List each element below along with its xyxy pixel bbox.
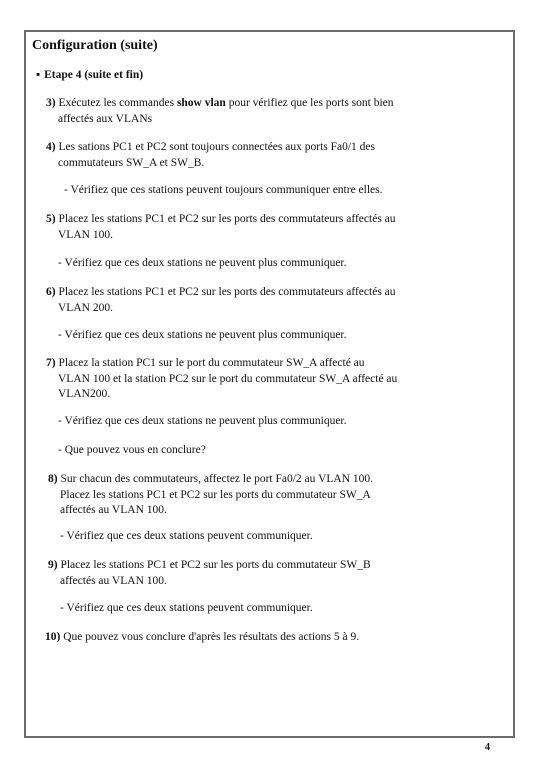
item-number: 8)	[48, 473, 58, 485]
item-text: Les sations PC1 et PC2 sont toujours connectées aux ports Fa0/1 des	[58, 141, 376, 153]
item-text: Placez les stations PC1 et PC2 sur les ports du commutateur SW_B	[60, 559, 371, 571]
instruction-item-10	[45, 630, 425, 646]
item-text: pour vérifiez que les ports sont bien	[225, 97, 394, 109]
instruction-item-6	[46, 285, 426, 316]
item-text: Que pouvez vous conclure d'après les résultats des actions 5 à 9.	[63, 631, 360, 643]
item-note: - Vérifiez que ces deux stations peuvent communiquer.	[60, 602, 313, 614]
instruction-item-5	[46, 212, 426, 243]
bullet-icon: ▪	[36, 69, 41, 81]
item-text: Sur chacun des commutateurs, affectez le port Fa0/2 au VLAN 100.	[60, 473, 374, 485]
item-text: commutateurs SW_A et SW_B.	[58, 156, 205, 169]
item-number: 5)	[46, 213, 56, 225]
item-number: 9)	[48, 559, 58, 571]
item-text: affectés au VLAN 100.	[60, 504, 167, 516]
step-heading-text: Etape 4 (suite et fin)	[44, 69, 144, 81]
item-question: - Que pouvez vous en conclure?	[58, 444, 206, 456]
item-text: Exécutez les commandes	[58, 97, 177, 109]
instruction-item-4	[46, 140, 426, 171]
item-number: 3)	[46, 97, 56, 109]
item-number: 4)	[46, 141, 56, 153]
item-text: Placez la station PC1 sur le port du commutateur SW_A affecté au	[58, 357, 365, 369]
instruction-item-8	[48, 472, 428, 519]
command-text: show vlan	[176, 97, 226, 109]
item-note: - Vérifiez que ces deux stations ne peuvent plus communiquer.	[58, 329, 347, 341]
item-text: VLAN 100.	[58, 228, 113, 241]
item-number: 6)	[46, 286, 56, 298]
item-number: 10)	[45, 631, 61, 643]
item-note: - Vérifiez que ces deux stations peuvent communiquer.	[60, 530, 313, 542]
item-number: 7)	[46, 357, 56, 369]
instruction-item-9	[48, 558, 428, 589]
item-text: VLAN 100 et la station PC2 sur le port du commutateur SW_A affecté au	[58, 372, 398, 385]
item-text: Placez les stations PC1 et PC2 sur les ports du commutateur SW_A	[60, 488, 371, 501]
page-title: Configuration (suite)	[32, 38, 158, 53]
item-text: Placez les stations PC1 et PC2 sur les ports des commutateurs affectés au	[58, 213, 396, 225]
item-text: affectés aux VLANs	[58, 112, 153, 125]
item-note: - Vérifiez que ces stations peuvent toujours communiquer entre elles.	[64, 184, 383, 196]
item-text: VLAN200.	[58, 388, 111, 400]
item-note: - Vérifiez que ces deux stations ne peuvent plus communiquer.	[58, 415, 347, 427]
item-text: Placez les stations PC1 et PC2 sur les ports des commutateurs affectés au	[58, 286, 396, 298]
item-text: VLAN 200.	[58, 301, 113, 314]
step-heading	[36, 69, 143, 81]
item-text: affectés au VLAN 100.	[60, 574, 167, 587]
item-note: - Vérifiez que ces deux stations ne peuvent plus communiquer.	[58, 257, 347, 269]
instruction-item-3	[46, 96, 426, 127]
instruction-item-7	[46, 356, 446, 403]
page-number: 4	[485, 742, 490, 753]
